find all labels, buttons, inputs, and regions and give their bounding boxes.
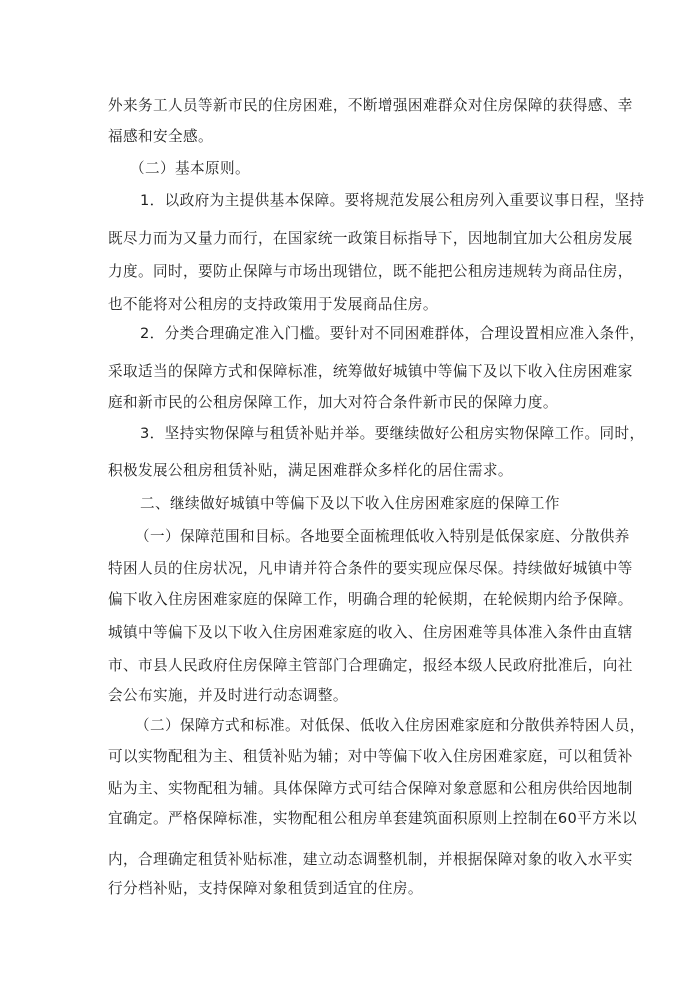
section-heading: （二）基本原则。 xyxy=(130,160,250,177)
text-line: 积极发展公租房租赁补贴，满足困难群众多样化的居住需求。 xyxy=(108,462,513,479)
text-line: 福感和安全感。 xyxy=(108,128,213,145)
text-line: 2．分类合理确定准入门槛。要针对不同困难群体，合理设置相应准入条件， xyxy=(140,325,645,342)
text-line: 既尽力而为又量力而行，在国家统一政策目标指导下，因地制宜加大公租房发展 xyxy=(108,230,633,247)
text-line: 市、市县人民政府住房保障主管部门合理确定，报经本级人民政府批准后，向社 xyxy=(108,657,633,674)
text-line: 1．以政府为主提供基本保障。要将规范发展公租房列入重要议事日程，坚持 xyxy=(140,192,645,209)
text-line: 行分档补贴，支持保障对象租赁到适宜的住房。 xyxy=(108,880,423,897)
text-line: 3．坚持实物保障与租赁补贴并举。要继续做好公租房实物保障工作。同时， xyxy=(140,425,645,442)
text-line: 可以实物配租为主、租赁补贴为辅；对中等偏下收入住房困难家庭，可以租赁补 xyxy=(108,748,633,765)
text-line: 内，合理确定租赁补贴标准，建立动态调整机制，并根据保障对象的收入水平实 xyxy=(108,851,633,868)
text-line: 城镇中等偏下及以下收入住房困难家庭的收入、住房困难等具体准入条件由直辖 xyxy=(108,624,633,641)
section-heading: 二、继续做好城镇中等偏下及以下收入住房困难家庭的保障工作 xyxy=(140,495,560,512)
text-line: 特困人员的住房状况，凡申请并符合条件的要实现应保尽保。持续做好城镇中等 xyxy=(108,560,633,577)
text-line: （一）保障范围和目标。各地要全面梳理低收入特别是低保家庭、分散供养 xyxy=(135,528,630,545)
text-line: （二）保障方式和标准。对低保、低收入住房困难家庭和分散供养特困人员， xyxy=(135,717,645,734)
text-line: 也不能将对公租房的支持政策用于发展商品住房。 xyxy=(108,296,438,313)
text-line: 庭和新市民的公租房保障工作，加大对符合条件新市民的保障力度。 xyxy=(108,394,558,411)
text-line: 采取适当的保障方式和保障标准，统筹做好城镇中等偏下及以下收入住房困难家 xyxy=(108,363,633,380)
text-line: 力度。同时，要防止保障与市场出现错位，既不能把公租房违规转为商品住房， xyxy=(108,263,633,280)
text-line: 会公布实施，并及时进行动态调整。 xyxy=(108,687,348,704)
text-line: 宜确定。严格保障标准，实物配租公租房单套建筑面积原则上控制在60平方米以 xyxy=(108,810,638,827)
text-line: 贴为主、实物配租为辅。具体保障方式可结合保障对象意愿和公租房供给因地制 xyxy=(108,780,633,797)
text-line: 偏下收入住房困难家庭的保障工作，明确合理的轮候期，在轮候期内给予保障。 xyxy=(108,591,633,608)
text-line: 外来务工人员等新市民的住房困难，不断增强困难群众对住房保障的获得感、幸 xyxy=(108,97,633,114)
